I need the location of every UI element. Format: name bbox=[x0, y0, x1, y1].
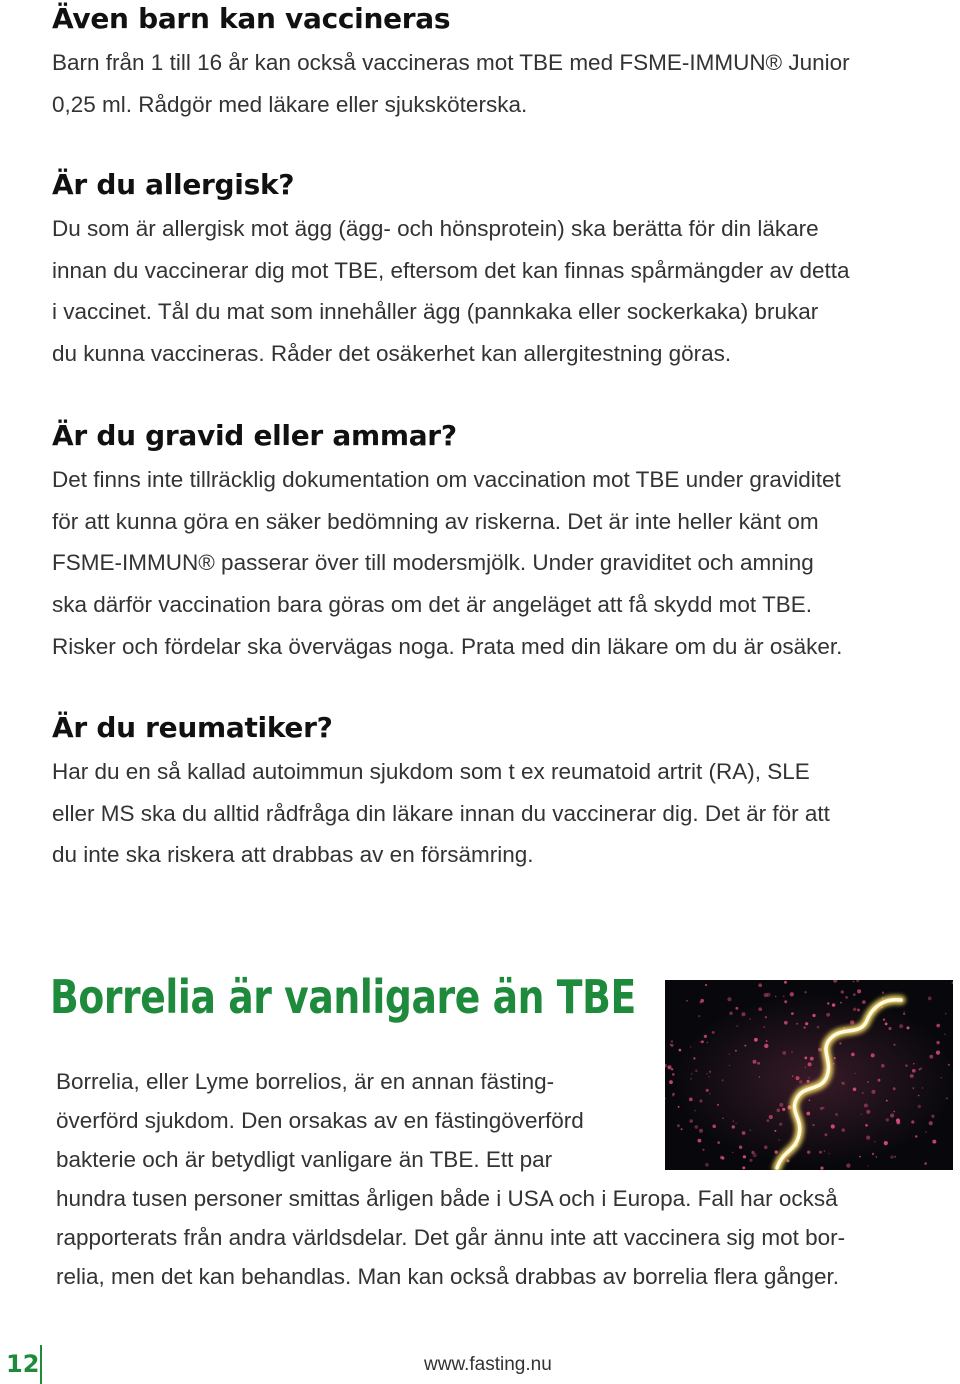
photo-speckle bbox=[827, 1002, 829, 1004]
photo-speckle bbox=[689, 1119, 693, 1123]
photo-speckle bbox=[791, 1051, 793, 1053]
photo-speckle bbox=[735, 1050, 737, 1052]
photo-speckle bbox=[912, 1069, 916, 1073]
photo-speckle bbox=[787, 1159, 790, 1162]
photo-speckle bbox=[936, 1024, 940, 1028]
photo-speckle bbox=[678, 1106, 680, 1108]
photo-speckle bbox=[775, 1150, 778, 1153]
photo-speckle bbox=[894, 1156, 896, 1158]
borrelia-image-svg bbox=[665, 980, 953, 1170]
photo-speckle bbox=[700, 999, 704, 1003]
paragraph-line: 0,25 ml. Rådgör med läkare eller sjuksköterska. bbox=[52, 91, 528, 117]
photo-speckle bbox=[686, 1000, 687, 1001]
photo-speckle bbox=[791, 1012, 794, 1015]
photo-speckle bbox=[834, 1057, 836, 1059]
photo-speckle bbox=[670, 1044, 672, 1046]
photo-speckle bbox=[841, 990, 844, 993]
photo-speckle bbox=[779, 1103, 783, 1107]
photo-speckle bbox=[817, 1026, 820, 1029]
photo-speckle bbox=[808, 1062, 812, 1066]
paragraph-line: Har du en så kallad autoimmun sjukdom som t ex reumatoid artrit (RA), SLE bbox=[52, 759, 810, 784]
photo-speckle bbox=[886, 1118, 889, 1121]
photo-speckle bbox=[857, 1009, 860, 1012]
photo-speckle bbox=[812, 1014, 815, 1017]
photo-speckle bbox=[753, 1153, 757, 1157]
paragraph-line: du kunna vaccineras. Råder det osäkerhet kan allergitestning göras. bbox=[52, 341, 732, 367]
photo-speckle bbox=[855, 1073, 856, 1074]
photo-speckle bbox=[779, 1123, 782, 1126]
photo-speckle bbox=[853, 1088, 857, 1092]
photo-speckle bbox=[717, 1104, 719, 1106]
photo-speckle bbox=[862, 1000, 866, 1004]
paragraph-line: du inte ska riskera att drabbas av en försämring. bbox=[52, 842, 534, 868]
photo-speckle bbox=[744, 1045, 746, 1047]
paragraph-line: Risker och fördelar ska övervägas noga. Prata med din läkare om du är osäker. bbox=[52, 633, 843, 659]
borrelia-bacteria-photo bbox=[665, 980, 953, 1170]
photo-speckle bbox=[810, 1057, 814, 1061]
photo-speckle bbox=[703, 1149, 705, 1151]
heading-rheumatism: Är du reumatiker? bbox=[52, 711, 333, 744]
photo-speckle bbox=[912, 1087, 914, 1089]
photo-speckle bbox=[839, 1042, 841, 1044]
photo-speckle bbox=[701, 1040, 704, 1043]
section-rheumatism bbox=[52, 711, 952, 876]
photo-speckle bbox=[699, 1099, 702, 1102]
photo-speckle bbox=[732, 1120, 734, 1122]
photo-speckle bbox=[693, 1057, 695, 1059]
heading-pregnancy: Är du gravid eller ammar? bbox=[52, 419, 457, 452]
borrelia-title: Borrelia är vanligare än TBE bbox=[50, 970, 636, 1024]
section-pregnancy bbox=[52, 419, 952, 668]
photo-speckle bbox=[881, 1064, 885, 1068]
photo-speckle bbox=[840, 1002, 842, 1004]
photo-speckle bbox=[866, 1110, 870, 1114]
photo-speckle bbox=[920, 1067, 922, 1069]
photo-speckle bbox=[804, 1057, 807, 1060]
photo-speckle bbox=[924, 1162, 927, 1165]
photo-speckle bbox=[864, 1104, 868, 1108]
borrelia-line: hundra tusen personer smittas årligen både i USA och i Europa. Fall har också bbox=[56, 1186, 838, 1211]
photo-speckle bbox=[851, 1053, 855, 1057]
photo-speckle bbox=[695, 1125, 699, 1129]
borrelia-line: överförd sjukdom. Den orsakas av en fästingöverförd bbox=[56, 1108, 584, 1133]
photo-speckle bbox=[910, 1074, 914, 1078]
photo-speckle bbox=[911, 1120, 914, 1123]
photo-speckle bbox=[853, 1008, 856, 1011]
photo-speckle bbox=[871, 1053, 875, 1057]
photo-speckle bbox=[742, 1131, 746, 1135]
photo-speckle bbox=[729, 1065, 730, 1066]
photo-speckle bbox=[732, 1125, 735, 1128]
photo-speckle bbox=[903, 1013, 905, 1015]
photo-speckle bbox=[671, 1068, 673, 1070]
photo-speckle bbox=[767, 993, 771, 997]
photo-speckle bbox=[907, 1026, 910, 1029]
photo-speckle bbox=[890, 1114, 894, 1118]
paragraph-line: eller MS ska du alltid rådfråga din läkare innan du vaccinerar dig. Det är för att bbox=[52, 800, 830, 826]
photo-speckle bbox=[876, 1156, 877, 1157]
paragraph-line: ska därför vaccination bara göras om det är angeläget att få skydd mot TBE. bbox=[52, 592, 812, 618]
photo-speckle bbox=[754, 1038, 758, 1042]
photo-speckle bbox=[796, 1076, 800, 1080]
photo-speckle bbox=[712, 1125, 716, 1129]
photo-speckle bbox=[866, 1136, 870, 1140]
paragraph-line: FSME-IMMUN® passerar över till modersmjölk. Under graviditet och amning bbox=[52, 550, 814, 576]
heading-children: Även barn kan vaccineras bbox=[52, 2, 451, 35]
photo-speckle bbox=[853, 981, 855, 983]
photo-speckle bbox=[804, 991, 806, 993]
photo-speckle bbox=[809, 1099, 811, 1101]
photo-speckle bbox=[826, 1013, 830, 1017]
photo-speckle bbox=[884, 1141, 888, 1145]
photo-speckle bbox=[829, 1153, 830, 1154]
section-children bbox=[52, 0, 952, 125]
photo-speckle bbox=[799, 1080, 802, 1083]
photo-speckle bbox=[922, 1087, 923, 1088]
photo-speckle bbox=[859, 1156, 861, 1158]
photo-speckle bbox=[941, 1077, 942, 1078]
photo-speckle bbox=[853, 993, 856, 996]
photo-speckle bbox=[750, 1129, 752, 1131]
photo-speckle bbox=[743, 1155, 746, 1158]
photo-speckle bbox=[944, 1034, 946, 1036]
photo-speckle bbox=[712, 1031, 715, 1034]
photo-speckle bbox=[818, 1048, 822, 1052]
photo-speckle bbox=[831, 1124, 835, 1128]
photo-speckle bbox=[915, 1135, 917, 1137]
paragraph-line: för att kunna göra en säker bedömning av riskerna. Det är inte heller känt om bbox=[52, 508, 819, 534]
photo-speckle bbox=[832, 1003, 835, 1006]
photo-speckle bbox=[896, 1118, 900, 1122]
photo-speckle bbox=[945, 1013, 946, 1014]
photo-speckle bbox=[699, 1129, 703, 1133]
photo-speckle bbox=[893, 1087, 896, 1090]
photo-speckle bbox=[721, 1157, 724, 1160]
photo-speckle bbox=[819, 1151, 822, 1154]
photo-speckle bbox=[835, 1113, 838, 1116]
photo-speckle bbox=[882, 992, 884, 994]
photo-speckle bbox=[820, 1107, 823, 1110]
photo-speckle bbox=[932, 1140, 936, 1144]
photo-speckle bbox=[677, 1124, 680, 1127]
photo-speckle bbox=[774, 1130, 776, 1132]
photo-speckle bbox=[857, 989, 861, 993]
photo-speckle bbox=[706, 1089, 709, 1092]
photo-speckle bbox=[842, 1128, 845, 1131]
photo-speckle bbox=[878, 1079, 881, 1082]
photo-speckle bbox=[667, 1065, 671, 1069]
photo-speckle bbox=[681, 1128, 683, 1130]
photo-speckle bbox=[783, 996, 785, 998]
photo-speckle bbox=[790, 992, 794, 996]
photo-speckle bbox=[782, 1051, 786, 1055]
photo-speckle bbox=[784, 1021, 788, 1025]
photo-speckle bbox=[689, 1098, 693, 1102]
heading-allergy: Är du allergisk? bbox=[52, 168, 295, 201]
photo-speckle bbox=[758, 983, 762, 987]
photo-speckle bbox=[736, 1007, 739, 1010]
photo-speckle bbox=[936, 1041, 939, 1044]
photo-speckle bbox=[845, 996, 848, 999]
photo-speckle bbox=[694, 1110, 696, 1112]
photo-speckle bbox=[769, 1115, 773, 1119]
photo-speckle bbox=[871, 1090, 875, 1094]
photo-speckle bbox=[765, 1016, 767, 1018]
photo-speckle bbox=[782, 1108, 785, 1111]
page-number-divider bbox=[40, 1345, 42, 1384]
photo-speckle bbox=[929, 1055, 933, 1059]
photo-speckle bbox=[846, 1163, 850, 1167]
photo-speckle bbox=[778, 1139, 780, 1141]
paragraph-line: i vaccinet. Tål du mat som innehåller ägg (pannkaka eller sockerkaka) brukar bbox=[52, 299, 819, 325]
photo-speckle bbox=[691, 1073, 692, 1074]
photo-speckle bbox=[824, 1133, 827, 1136]
photo-speckle bbox=[672, 1095, 674, 1097]
photo-speckle bbox=[842, 1082, 845, 1085]
photo-speckle bbox=[704, 1035, 707, 1038]
photo-speckle bbox=[899, 1024, 903, 1028]
photo-speckle bbox=[705, 984, 707, 986]
photo-speckle bbox=[695, 1070, 698, 1073]
photo-speckle bbox=[805, 1067, 806, 1068]
photo-speckle bbox=[764, 1146, 768, 1150]
photo-speckle bbox=[690, 1078, 692, 1080]
photo-speckle bbox=[918, 1095, 920, 1097]
photo-speckle bbox=[717, 1141, 720, 1144]
photo-speckle bbox=[690, 1046, 691, 1047]
photo-speckle bbox=[777, 1109, 781, 1113]
photo-speckle bbox=[886, 1100, 888, 1102]
photo-speckle bbox=[672, 1073, 675, 1076]
photo-speckle bbox=[671, 1040, 673, 1042]
photo-speckle bbox=[883, 1019, 885, 1021]
photo-speckle bbox=[707, 1042, 709, 1044]
photo-speckle bbox=[735, 1123, 737, 1125]
photo-speckle bbox=[750, 1018, 751, 1019]
photo-speckle bbox=[669, 1080, 673, 1084]
photo-speckle bbox=[861, 1114, 862, 1115]
photo-speckle bbox=[763, 1026, 765, 1028]
photo-speckle bbox=[749, 1159, 752, 1162]
photo-speckle bbox=[868, 1165, 869, 1166]
photo-speckle bbox=[890, 1155, 893, 1158]
photo-speckle bbox=[792, 1076, 793, 1077]
photo-speckle bbox=[739, 1146, 742, 1149]
photo-speckle bbox=[850, 1020, 854, 1024]
photo-speckle bbox=[929, 1121, 933, 1125]
paragraph-line: Det finns inte tillräcklig dokumentation om vaccination mot TBE under graviditet bbox=[52, 467, 841, 492]
photo-speckle bbox=[874, 1141, 875, 1142]
photo-speckle bbox=[709, 1076, 710, 1077]
photo-speckle bbox=[893, 1111, 895, 1113]
photo-speckle bbox=[784, 1000, 787, 1003]
photo-speckle bbox=[806, 1112, 810, 1116]
photo-speckle bbox=[775, 996, 777, 998]
paragraph-line: Du som är allergisk mot ägg (ägg- och hönsprotein) ska berätta för din läkare bbox=[52, 216, 819, 241]
paragraph-line: innan du vaccinerar dig mot TBE, eftersom det kan finnas spårmängder av detta bbox=[52, 257, 850, 283]
photo-speckle bbox=[757, 1062, 760, 1065]
photo-speckle bbox=[808, 1077, 810, 1079]
borrelia-line: bakterie och är betydligt vanligare än TBE. Ett par bbox=[56, 1147, 553, 1172]
photo-speckle bbox=[888, 1027, 891, 1030]
photo-speckle bbox=[709, 1093, 711, 1095]
photo-speckle bbox=[867, 1081, 869, 1083]
photo-speckle bbox=[905, 1064, 908, 1067]
photo-speckle bbox=[833, 1063, 834, 1064]
photo-speckle bbox=[784, 981, 787, 984]
photo-speckle bbox=[918, 1105, 921, 1108]
photo-speckle bbox=[925, 1131, 926, 1132]
photo-speckle bbox=[767, 1119, 770, 1122]
photo-speckle bbox=[722, 1118, 724, 1120]
photo-speckle bbox=[729, 1012, 732, 1015]
photo-speckle bbox=[709, 1071, 711, 1073]
photo-speckle bbox=[758, 1007, 762, 1011]
photo-speckle bbox=[706, 1073, 707, 1074]
borrelia-line: rapporterats från andra världsdelar. Det går ännu inte att vaccinera sig mot bor- bbox=[56, 1225, 846, 1250]
photo-speckle bbox=[698, 1015, 700, 1017]
photo-speckle bbox=[904, 1011, 905, 1012]
photo-speckle bbox=[812, 1124, 814, 1126]
photo-speckle bbox=[946, 1097, 948, 1099]
photo-speckle bbox=[805, 1022, 808, 1025]
photo-speckle bbox=[722, 1079, 724, 1081]
paragraph-line: Barn från 1 till 16 år kan också vaccineras mot TBE med FSME-IMMUN® Junior bbox=[52, 50, 850, 75]
photo-speckle bbox=[820, 1167, 823, 1170]
photo-speckle bbox=[766, 1040, 768, 1042]
photo-speckle bbox=[796, 1023, 798, 1025]
borrelia-line: Borrelia, eller Lyme borrelios, är en annan fästing- bbox=[56, 1069, 555, 1094]
section-allergy bbox=[52, 168, 952, 375]
photo-speckle bbox=[948, 1064, 950, 1066]
photo-speckle bbox=[807, 1080, 810, 1083]
photo-speckle bbox=[807, 1151, 810, 1154]
photo-speckle bbox=[736, 1025, 738, 1027]
photo-speckle bbox=[727, 997, 731, 1001]
page-number: 12 bbox=[6, 1350, 40, 1378]
photo-speckle bbox=[672, 1093, 675, 1096]
borrelia-line: relia, men det kan behandlas. Man kan också drabbas av borrelia flera gånger. bbox=[56, 1264, 839, 1289]
photo-speckle bbox=[893, 1044, 895, 1046]
photo-speckle bbox=[679, 1049, 682, 1052]
photo-speckle bbox=[936, 1051, 940, 1055]
photo-speckle bbox=[742, 1166, 745, 1169]
photo-speckle bbox=[913, 1063, 914, 1064]
photo-speckle bbox=[729, 1053, 730, 1054]
photo-speckle bbox=[705, 1163, 709, 1167]
photo-speckle bbox=[928, 997, 932, 1001]
photo-speckle bbox=[732, 1152, 733, 1153]
photo-speckle bbox=[803, 1026, 805, 1028]
photo-speckle bbox=[753, 1060, 757, 1064]
photo-speckle bbox=[862, 1092, 863, 1093]
footer-url[interactable]: www.fasting.nu bbox=[424, 1354, 552, 1375]
photo-speckle bbox=[759, 1076, 760, 1077]
photo-speckle bbox=[699, 1041, 700, 1042]
photo-speckle bbox=[824, 1150, 826, 1152]
photo-speckle bbox=[742, 1012, 746, 1016]
photo-speckle bbox=[698, 1139, 702, 1143]
photo-speckle bbox=[764, 1044, 768, 1048]
photo-speckle bbox=[885, 1023, 888, 1026]
photo-speckle bbox=[931, 1115, 934, 1118]
photo-speckle bbox=[872, 1153, 874, 1155]
photo-speckle bbox=[865, 1124, 868, 1127]
